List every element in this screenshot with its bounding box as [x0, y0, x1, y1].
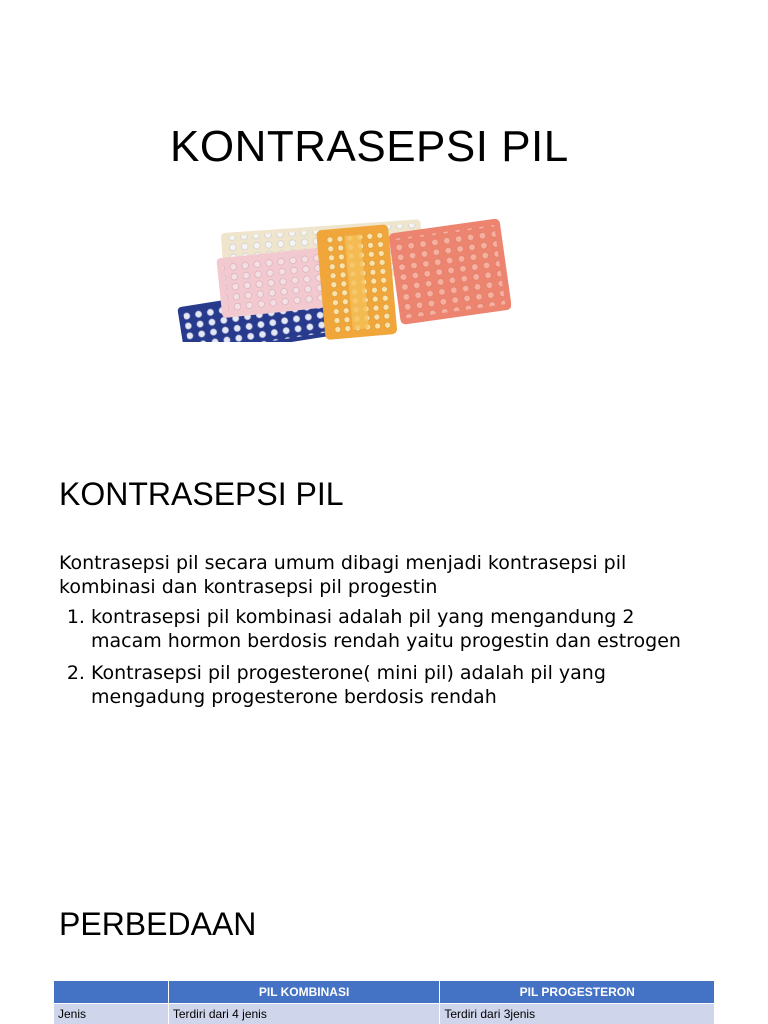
row-label: Jenis: [54, 1004, 169, 1024]
list-item: 2. Kontrasepsi pil progesterone( mini pil) adalah pil yang mengadung progesterone berdosis rendah: [91, 661, 709, 709]
slide-2-body: [59, 551, 709, 717]
header-cell-pil-kombinasi: PIL KOMBINASI: [168, 981, 440, 1004]
table-row: [54, 1004, 715, 1024]
slide-2-title: KONTRASEPSI PIL: [59, 476, 344, 512]
list-item: 1. kontrasepsi pil kombinasi adalah pil yang mengandung 2 macam hormon berdosis rendah yaitu progestin dan estrogen: [91, 605, 709, 653]
header-cell-empty: [54, 981, 169, 1004]
slide-1: [0, 0, 768, 440]
slide-3-title: PERBEDAAN: [59, 906, 257, 942]
comparison-table: [53, 980, 715, 1024]
table-cell: Terdiri dari 3jenis: [440, 1004, 715, 1024]
table-cell: Terdiri dari 4 jenis: [168, 1004, 440, 1024]
slide-1-title: KONTRASEPSI PIL: [170, 122, 569, 171]
pill-blister-packs-image: [169, 215, 511, 342]
numbered-list: [59, 605, 709, 709]
slide-2: [0, 440, 768, 880]
slide-3: [0, 880, 768, 1024]
table-header-row: [54, 981, 715, 1004]
intro-text: Kontrasepsi pil secara umum dibagi menjadi kontrasepsi pil kombinasi dan kontrasepsi pil progestin: [59, 552, 627, 598]
header-cell-pil-progesteron: PIL PROGESTERON: [440, 981, 715, 1004]
